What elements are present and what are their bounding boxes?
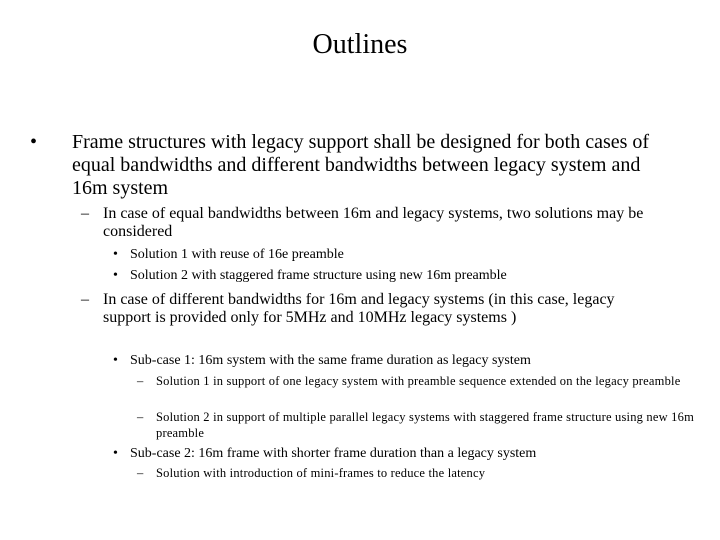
subcase-2-solution-1: Solution with introduction of mini-frames to reduce the latency	[156, 466, 486, 480]
equal-bandwidth-text: In case of equal bandwidths between 16m and legacy systems, two solutions may be considered	[103, 205, 644, 240]
bullet-dash: –	[137, 410, 144, 424]
bullet-dot: •	[113, 353, 118, 368]
subcase-2-text: Sub-case 2: 16m frame with shorter frame duration than a legacy system	[130, 446, 537, 461]
main-bullet-text: Frame structures with legacy support shall be designed for both cases of equal bandwidths and different bandwidths between legacy system and 16m system	[72, 131, 650, 199]
bullet-dash: –	[137, 374, 144, 388]
bullet-dot: •	[113, 247, 118, 262]
subcase-1-text: Sub-case 1: 16m system with the same frame duration as legacy system	[130, 353, 531, 368]
subcase-1-solution-1: Solution 1 in support of one legacy system with preamble sequence extended on the legacy preamble	[156, 374, 681, 388]
slide-title: Outlines	[312, 29, 408, 60]
bullet-dash: –	[137, 466, 144, 480]
bullet-dot: •	[30, 131, 38, 153]
bullet-dash: –	[81, 205, 89, 222]
bullet-dot: •	[113, 268, 118, 283]
bullet-dot: •	[113, 446, 118, 461]
bullet-dash: –	[81, 291, 89, 308]
subcase-1-solution-2: Solution 2 in support of multiple parallel legacy systems with staggered frame structure using new 16m preamble	[156, 410, 695, 440]
equal-bw-solution-2: Solution 2 with staggered frame structure using new 16m preamble	[130, 268, 507, 283]
equal-bw-solution-1: Solution 1 with reuse of 16e preamble	[130, 247, 344, 262]
different-bandwidth-text: In case of different bandwidths for 16m and legacy systems (in this case, legacy support is provided only for 5MHz and 10MHz legacy systems )	[103, 291, 615, 326]
